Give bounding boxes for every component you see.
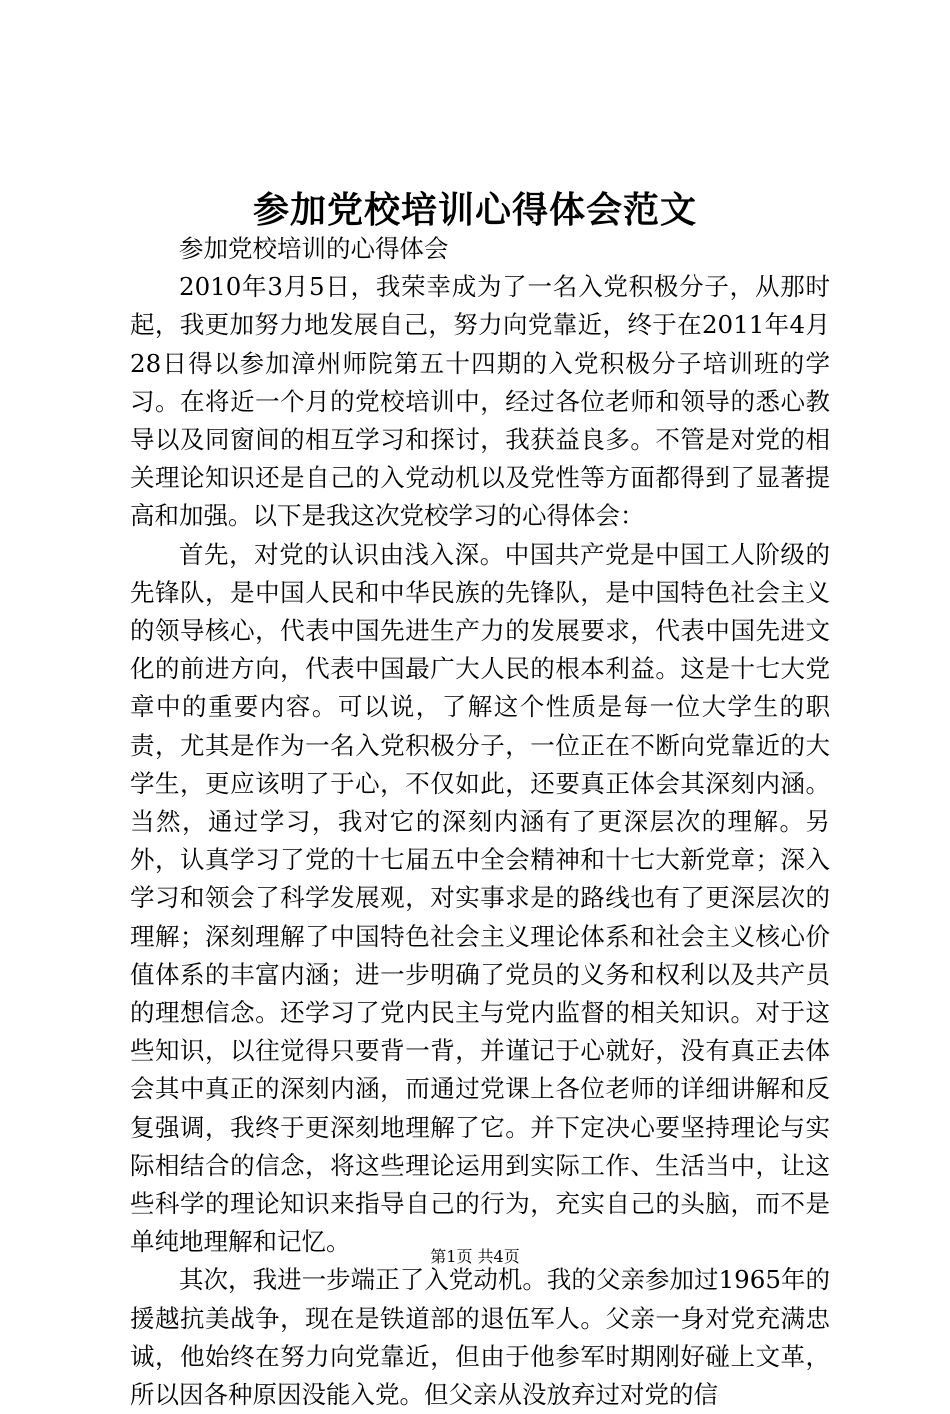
paragraph-second-point: 其次，我进一步端正了入党动机。我的父亲参加过1965年的援越抗美战争，现在是铁道部的退伍军人。父亲一身对党充满忠诚，他始终在努力向党靠近，但由于他参军时期刚好碰上文革，所以因各种原因没能入党。但父亲从没放弃过对党的信	[130, 1265, 830, 1410]
document-title: 参加党校培训心得体会范文	[252, 189, 697, 231]
document-body	[130, 230, 830, 1414]
paragraph-subtitle: 参加党校培训的心得体会	[179, 234, 449, 263]
paragraph-first-point: 首先，对党的认识由浅入深。中国共产党是中国工人阶级的先锋队，是中国人民和中华民族的先锋队，是中国特色社会主义的领导核心，代表中国先进生产力的发展要求，代表中国先进文化的前进方向，代表中国最广大人民的根本利益。这是十七大党章中的重要内容。可以说，了解这个性质是每一位大学生的职责，尤其是作为一名入党积极分子，一位正在不断向党靠近的大学生，更应该明了于心，不仅如此，还要真正体会其深刻内涵。当然，通过学习，我对它的深刻内涵有了更深层次的理解。另外，认真学习了党的十七届五中全会精神和十七大新党章；深入学习和领会了科学发展观，对实事求是的路线也有了更深层次的理解；深刻理解了中国特色社会主义理论体系和社会主义核心价值体系的丰富内涵；进一步明确了党员的义务和权利以及共产员的理想信念。还学习了党内民主与党内监督的相关知识。对于这些知识，以往觉得只要背一背，并谨记于心就好，没有真正去体会其中真正的深刻内涵，而通过党课上各位老师的详细讲解和反复强调，我终于更深刻地理解了它。并下定决心要坚持理论与实际相结合的信念，将这些理论运用到实际工作、生活当中，让这些科学的理论知识来指导自己的行为，充实自己的头脑，而不是单纯地理解和记忆。	[130, 539, 830, 1257]
paragraph-intro: 2010年3月5日，我荣幸成为了一名入党积极分子，从那时起，我更加努力地发展自己，努力向党靠近，终于在2011年4月28日得以参加漳州师院第五十四期的入党积极分子培训班的学习。在将近一个月的党校培训中，经过各位老师和领导的悉心教导以及同窗间的相互学习和探讨，我获益良多。不管是对党的相关理论知识还是自己的入党动机以及党性等方面都得到了显著提高和加强。以下是我这次党校学习的心得体会：	[130, 272, 830, 531]
page-number-footer: 第1页 共4页	[430, 1247, 520, 1266]
